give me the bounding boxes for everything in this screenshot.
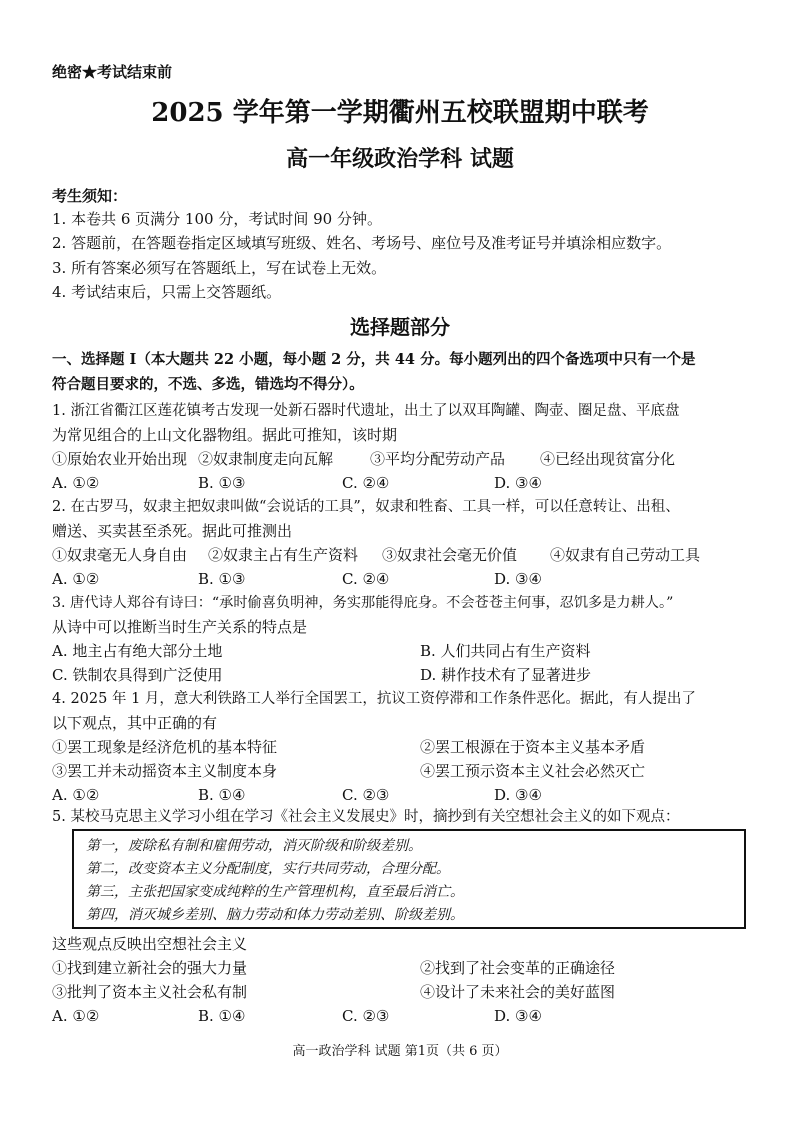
- question-item: ④设计了未来社会的美好蓝图: [420, 983, 616, 1001]
- question-item: ③罢工并未动摇资本主义制度本身: [52, 762, 278, 780]
- answer-option: B. ①④: [198, 786, 246, 804]
- answer-option: C. ②③: [342, 786, 390, 804]
- answer-option: D. ③④: [494, 570, 542, 588]
- notice-item: 2. 答题前，在答题卷指定区域填写班级、姓名、考场号、座位号及准考证号并填涂相应数字。: [52, 234, 672, 252]
- exam-title: 2025 学年第一学期衢州五校联盟期中联考: [151, 98, 649, 128]
- section-title: 选择题部分: [350, 315, 450, 339]
- question-stem: 3. 唐代诗人郑谷有诗曰：“承时偷喜负明神，务实那能得庇身。不会苍苍主何事，忍饥多是力耕人。”: [52, 595, 674, 611]
- question-item: ①找到建立新社会的强大力量: [52, 959, 248, 977]
- question-item: ②奴隶主占有生产资料: [208, 546, 359, 564]
- question-item: ②罢工根源在于资本主义基本矛盾: [420, 738, 646, 756]
- secrecy-mark: 绝密★考试结束前: [52, 63, 173, 81]
- question-stem: 5. 某校马克思主义学习小组在学习《社会主义发展史》时，摘抄到有关空想社会主义的如下观点：: [52, 809, 680, 825]
- question-item: ④罢工预示资本主义社会必然灭亡: [420, 762, 646, 780]
- answer-option: C. ②③: [342, 1007, 390, 1025]
- answer-option: B. ①③: [198, 474, 246, 492]
- question-item: ③奴隶社会毫无价值: [382, 546, 518, 564]
- answer-option: C. ②④: [342, 570, 390, 588]
- question-item: ③批判了资本主义社会私有制: [52, 983, 248, 1001]
- section-instruction: 一、选择题 I（本大题共 22 小题，每小题 2 分，共 44 分。每小题列出的四个备选项中只有一个是: [52, 351, 696, 368]
- quote-line: 第三，主张把国家变成纯粹的生产管理机构，直至最后消亡。: [86, 884, 464, 900]
- question-stem: 从诗中可以推断当时生产关系的特点是: [52, 618, 308, 636]
- answer-option: D. ③④: [494, 474, 542, 492]
- notice-item: 3. 所有答案必须写在答题纸上，写在试卷上无效。: [52, 259, 387, 277]
- quote-line: 第四，消灭城乡差别、脑力劳动和体力劳动差别、阶级差别。: [86, 907, 464, 923]
- answer-option: B. ①③: [198, 570, 246, 588]
- question-stem: 4. 2025 年 1 月，意大利铁路工人举行全国罢工，抗议工资停滞和工作条件恶化。据此，有人提出了: [52, 691, 696, 707]
- question-stem: 为常见组合的上山文化器物组。据此可推知，该时期: [52, 426, 398, 444]
- answer-option: A. ①②: [52, 474, 100, 492]
- page-footer: 高一政治学科 试题 第1页（共 6 页）: [292, 1044, 508, 1059]
- answer-option: C. ②④: [342, 474, 390, 492]
- answer-option: C. 铁制农具得到广泛使用: [52, 666, 223, 684]
- answer-option: B. 人们共同占有生产资料: [420, 642, 591, 660]
- answer-option: D. ③④: [494, 786, 542, 804]
- question-item: ①罢工现象是经济危机的基本特征: [52, 738, 278, 756]
- question-stem: 2. 在古罗马，奴隶主把奴隶叫做“会说话的工具”，奴隶和牲畜、工具一样，可以任意转让、出租、: [52, 499, 680, 515]
- question-item: ①奴隶毫无人身自由: [52, 546, 188, 564]
- question-item: ④已经出现贫富分化: [540, 450, 676, 468]
- question-stem: 这些观点反映出空想社会主义: [52, 935, 248, 953]
- answer-option: A. 地主占有绝大部分土地: [52, 642, 223, 660]
- question-stem: 以下观点，其中正确的有: [52, 714, 218, 732]
- quote-line: 第二，改变资本主义分配制度，实行共同劳动，合理分配。: [86, 861, 450, 877]
- section-instruction: 符合题目要求的，不选、多选，错选均不得分）。: [52, 376, 364, 393]
- notice-item: 4. 考试结束后，只需上交答题纸。: [52, 283, 282, 301]
- answer-option: B. ①④: [198, 1007, 246, 1025]
- answer-option: D. ③④: [494, 1007, 542, 1025]
- answer-option: A. ①②: [52, 1007, 100, 1025]
- question-stem: 赠送、买卖甚至杀死。据此可推测出: [52, 522, 293, 540]
- answer-option: D. 耕作技术有了显著进步: [420, 666, 592, 684]
- notice-item: 1. 本卷共 6 页满分 100 分，考试时间 90 分钟。: [52, 210, 382, 228]
- question-item: ②找到了社会变革的正确途径: [420, 959, 616, 977]
- question-item: ①原始农业开始出现: [52, 450, 188, 468]
- question-item: ③平均分配劳动产品: [370, 450, 506, 468]
- question-stem: 1. 浙江省衢江区莲花镇考古发现一处新石器时代遗址，出土了以双耳陶罐、陶壶、圈足盘、平底盘: [52, 403, 680, 419]
- notice-heading: 考生须知：: [52, 187, 128, 205]
- answer-option: A. ①②: [52, 570, 100, 588]
- question-item: ④奴隶有自己劳动工具: [550, 546, 701, 564]
- quote-box: [72, 829, 746, 929]
- quote-line: 第一，废除私有制和雇佣劳动，消灭阶级和阶级差别。: [86, 838, 422, 854]
- answer-option: A. ①②: [52, 786, 100, 804]
- question-item: ②奴隶制度走向瓦解: [198, 450, 334, 468]
- exam-subtitle: 高一年级政治学科 试题: [286, 146, 514, 172]
